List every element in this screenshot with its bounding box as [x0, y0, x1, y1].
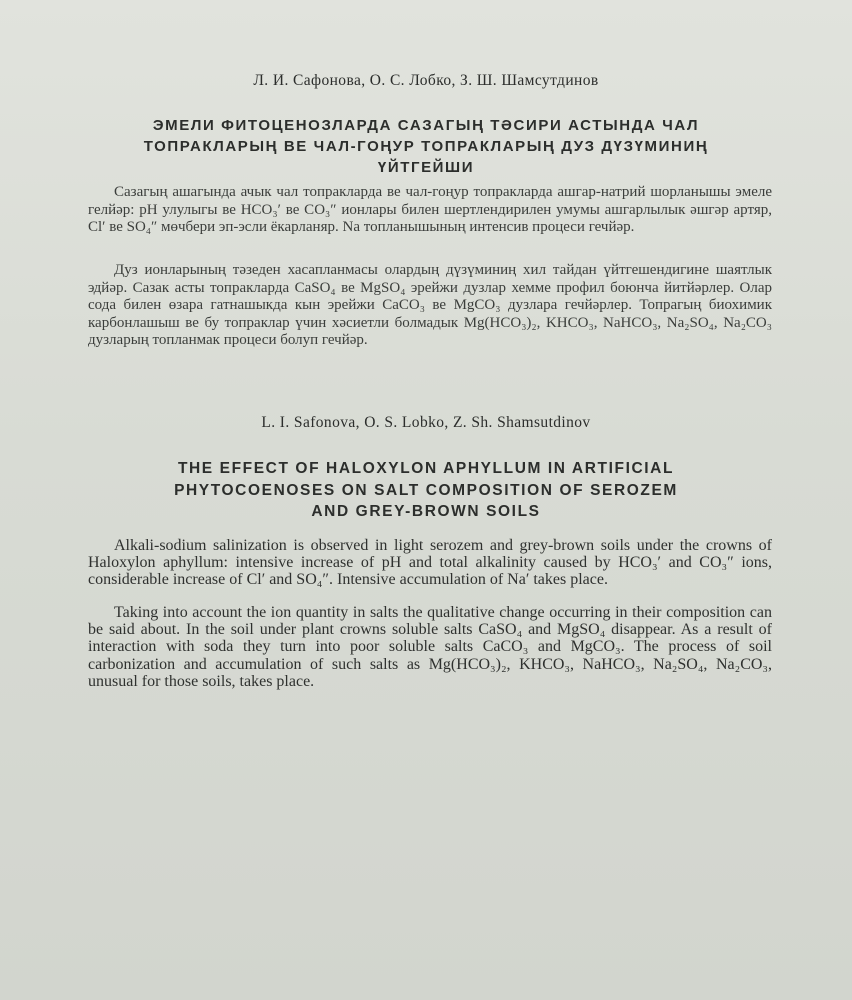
turkmen-title-line: ҮЙТГЕЙШИ [377, 159, 475, 176]
turkmen-authors: Л. И. Сафонова, О. С. Лобко, З. Ш. Шамсутдинов [253, 72, 599, 89]
english-authors: L. I. Safonova, O. S. Lobko, Z. Sh. Shamsutdinov [261, 414, 591, 431]
english-paragraph-2: Taking into account the ion quantity in salts the qualitative change occurring in their composition can be said about. In the soil under plant crowns soluble salts CaSO₄ and MgSO₄ disappear. As a result of interaction with soda they turn into poor soluble salts CaCO₃ and MgCO₃. The process of soil carbonization and accumulation of such salts as Mg(HCO₃)₂, KHCO₃, NaHCO₃, Na₂SO₄, Na₂CO₃, unusual for those soils, takes place. [88, 604, 772, 690]
turkmen-title-line: ТОПРАКЛАРЫҢ ВЕ ЧАЛ-ГОҢУР ТОПРАКЛАРЫҢ ДУЗ ДҮЗҮМИНИҢ [143, 138, 709, 155]
turkmen-paragraph-1: Сазагың ашагында ачык чал топракларда ве чал-гоңур топракларда ашгар-натрий шорланышы эмеле гелйәр: рН улулыгы ве НСО₃′ ве СО₃″ ионлары билен шертлендирилен умумы ашгарлылык әшгәр артяр, Cl′ ве SO₄″ мөчбери эп-эсли ёкарланяр. Na топланышының интенсив процеси гечйәр. [88, 184, 772, 236]
english-title-line: THE EFFECT OF HALOXYLON APHYLLUM IN ARTIFICIAL [177, 460, 675, 477]
english-title [0, 458, 852, 523]
turkmen-title [0, 115, 852, 178]
english-title-line: AND GREY-BROWN SOILS [311, 503, 541, 520]
turkmen-paragraph-2: Дуз ионларының тәзеден хасапланмасы олардың дүзүминиң хил тайдан үйтгешендигине шаятлык эдйәр. Сазак асты топракларда CaSO₄ ве MgSO₄ эрейжи дузлар хеммe профил боюнча йитйәрлер. Олар сода билен өзара гатнашыкда кын эрейжи CaCO₃ ве MgCO₃ дузлара гечйәрлер. Топрагың биохимик карбонлашыш ве бу топраклар үчин хәсиетли болмадык Mg(HCO₃)₂, KHCO₃, NaHCO₃, Na₂SO₄, Na₂CO₃ дузларың топланмак процеси болуп гечйәр. [88, 262, 772, 349]
english-title-line: PHYTOCOENOSES ON SALT COMPOSITION OF SEROZEM [174, 481, 678, 499]
turkmen-title-line: ЭМЕЛИ ФИТОЦЕНОЗЛАРДА САЗАГЫҢ ТӘСИРИ АСТЫНДА ЧАЛ [152, 117, 700, 134]
english-paragraph-1: Alkali-sodium salinization is observed in light serozem and grey-brown soils under the crowns of Haloxylon aphyllum: intensive increase of pH and total alkalinity caused by HCO₃′ and CO₃″ ions, considerable increase of Cl′ and SO₄″. Intensive accumulation of Na′ takes place. [88, 537, 772, 589]
